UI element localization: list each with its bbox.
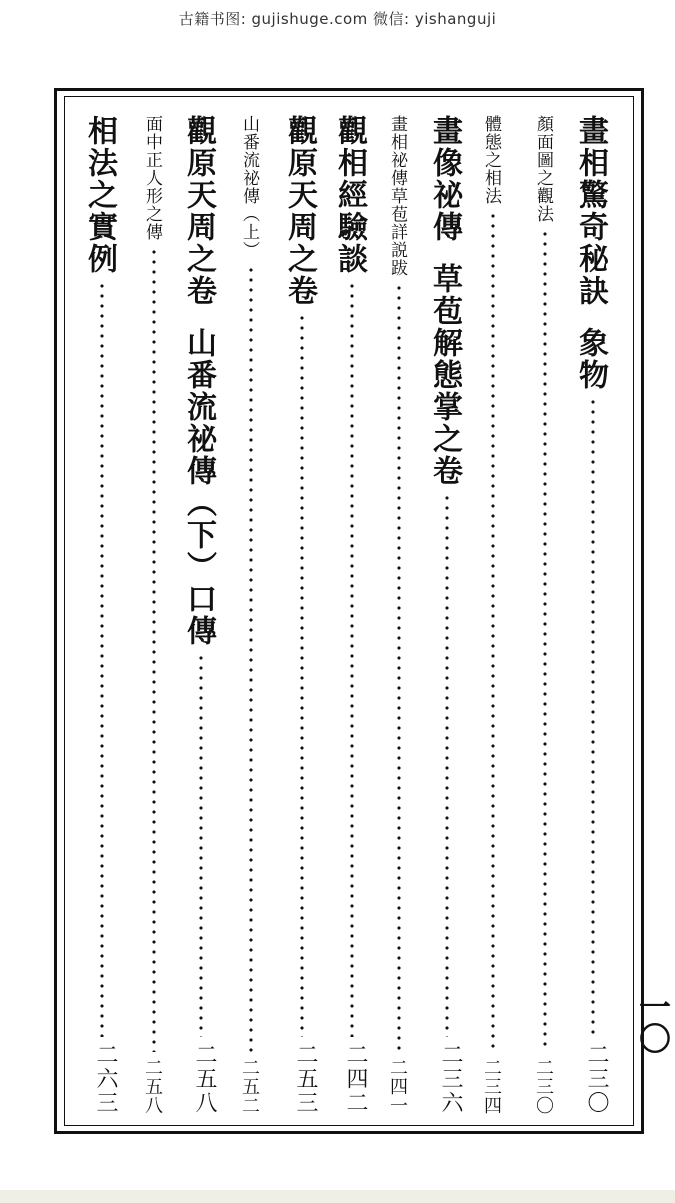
toc-entry-10 xyxy=(143,115,165,1115)
leader-dots xyxy=(83,281,121,1037)
entry-title: 觀原天周之卷 xyxy=(181,115,216,307)
entry-subtitle: 山番流祕傳（下）口傳 xyxy=(181,327,216,647)
toc-entry-4 xyxy=(428,115,466,1115)
entry-page: 二三四 xyxy=(481,1058,502,1115)
entry-subtitle: 象物 xyxy=(573,327,608,391)
entry-title: 山番流祕傳（上） xyxy=(239,115,259,259)
entry-page: 二六三 xyxy=(93,1043,118,1115)
entry-title: 體態之相法 xyxy=(481,115,501,205)
entry-title: 相法之實例 xyxy=(82,115,117,275)
entry-title: 觀相經驗談 xyxy=(332,115,367,275)
entry-page: 二五二 xyxy=(239,1058,260,1115)
toc-entry-1 xyxy=(574,115,612,1115)
leader-dots xyxy=(240,265,262,1052)
leader-dots xyxy=(283,313,321,1037)
entry-page: 二五八 xyxy=(142,1058,163,1115)
entry-title: 觀原天周之卷 xyxy=(282,115,317,307)
toc-entry-3 xyxy=(482,115,504,1115)
entry-subtitle: 草苞解態掌之卷 xyxy=(427,263,462,487)
entry-title: 顏面圖之觀法 xyxy=(533,115,553,223)
leader-dots xyxy=(143,247,165,1052)
entry-page: 二四一 xyxy=(387,1058,408,1115)
toc-entry-6 xyxy=(333,115,371,1115)
leader-dots xyxy=(482,211,504,1052)
toc-entry-5 xyxy=(388,115,410,1115)
toc-entry-7 xyxy=(283,115,321,1115)
entry-page: 二五八 xyxy=(192,1043,217,1115)
leader-dots xyxy=(333,281,371,1037)
entry-page: 二三〇 xyxy=(533,1058,554,1115)
leader-dots xyxy=(534,229,556,1052)
toc-entry-8 xyxy=(240,115,262,1115)
watermark: 古籍书图: gujishuge.com 微信: yishanguji xyxy=(178,10,497,28)
entry-title: 畫像祕傳 xyxy=(427,115,462,243)
leader-dots xyxy=(574,397,612,1037)
entry-title: 面中正人形之傳 xyxy=(142,115,162,241)
toc-entry-11 xyxy=(83,115,121,1115)
leader-dots xyxy=(182,653,220,1037)
entry-page: 二四二 xyxy=(343,1043,368,1115)
toc-entry-2 xyxy=(534,115,556,1115)
entry-title: 畫相驚奇秘訣 xyxy=(573,115,608,307)
scan-edge xyxy=(0,1190,675,1203)
entry-page: 二三六 xyxy=(438,1043,463,1115)
page-number: 一〇 xyxy=(634,990,672,1054)
entry-page: 二五三 xyxy=(293,1043,318,1115)
entry-title: 畫相祕傳草苞詳説跋 xyxy=(387,115,407,277)
leader-dots xyxy=(428,493,466,1037)
toc-entry-9 xyxy=(182,115,220,1115)
leader-dots xyxy=(388,283,410,1052)
entry-page: 二三〇 xyxy=(584,1043,609,1115)
